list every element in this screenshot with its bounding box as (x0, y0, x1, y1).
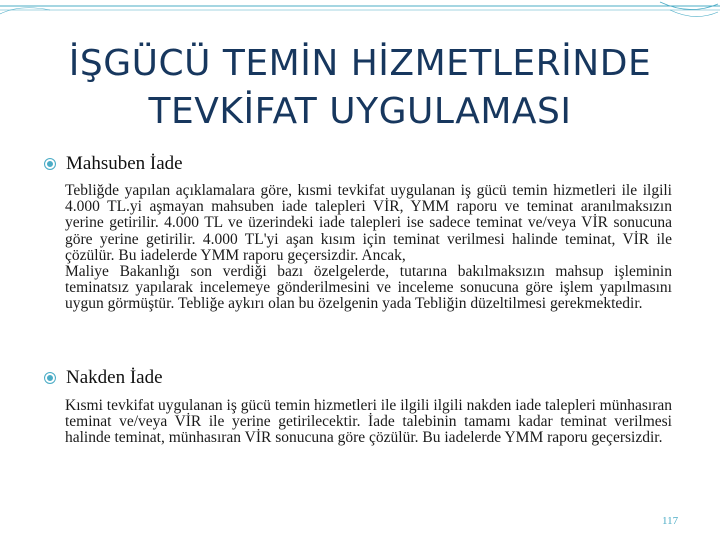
paragraph: Kısmi tevkifat uygulanan iş gücü temin hizmetleri ile ilgili ilgili nakden iade talepleri münhasıran teminat ve/veya VİR ile yerine getirilecektir. İade talebinin tamamı kadar teminat verilmesi halinde teminat, münhasıran VİR sonucuna göre çözülür. Bu iadelerde YMM raporu geçersizdir. (65, 397, 672, 447)
section-heading-text: Nakden İade (66, 367, 163, 388)
slide-title (30, 40, 690, 136)
paragraph: Maliye Bakanlığı son verdiği bazı özelgelerde, tutarına bakılmaksızın mahsup işleminin teminatsız yapılarak incelemeye gönderilmesini ve inceleme sonucuna göre işlem yapılmasını uygun görmüştür. Tebliğe aykırı olan bu özelgenin yada Tebliğin düzeltilmesi gerekmektedir. (65, 263, 672, 313)
bullet-icon (44, 158, 56, 170)
title-line-2: TEVKİFAT UYGULAMASI (148, 91, 572, 132)
section-body-nakden (65, 398, 672, 447)
page-number: 117 (662, 515, 679, 527)
section-heading-nakden (44, 367, 163, 389)
paragraph: Tebliğde yapılan açıklamalara göre, kısmi tevkifat uygulanan iş gücü temin hizmetleri ile ilgili 4.000 TL.yi aşmayan mahsuben iade talepleri VİR, YMM raporu ve teminat aranılmaksızın yerine getirilir. 4.000 TL ve üzerindeki iade talepleri ise sadece teminat ve/veya VİR sonucuna göre yerine getirilir. 4.000 TL'yi aşan kısım için teminat verilmesi halinde teminat, VİR ile çözülür. Bu iadelerde YMM raporu geçersizdir. Ancak, (65, 182, 672, 264)
title-line-1: İŞGÜCÜ TEMİN HİZMETLERİNDE (68, 43, 652, 84)
bullet-icon (44, 372, 56, 384)
section-body-mahsuben (65, 183, 672, 313)
section-heading-text: Mahsuben İade (66, 153, 183, 174)
top-border-decoration (0, 0, 720, 40)
section-heading-mahsuben (44, 153, 183, 175)
